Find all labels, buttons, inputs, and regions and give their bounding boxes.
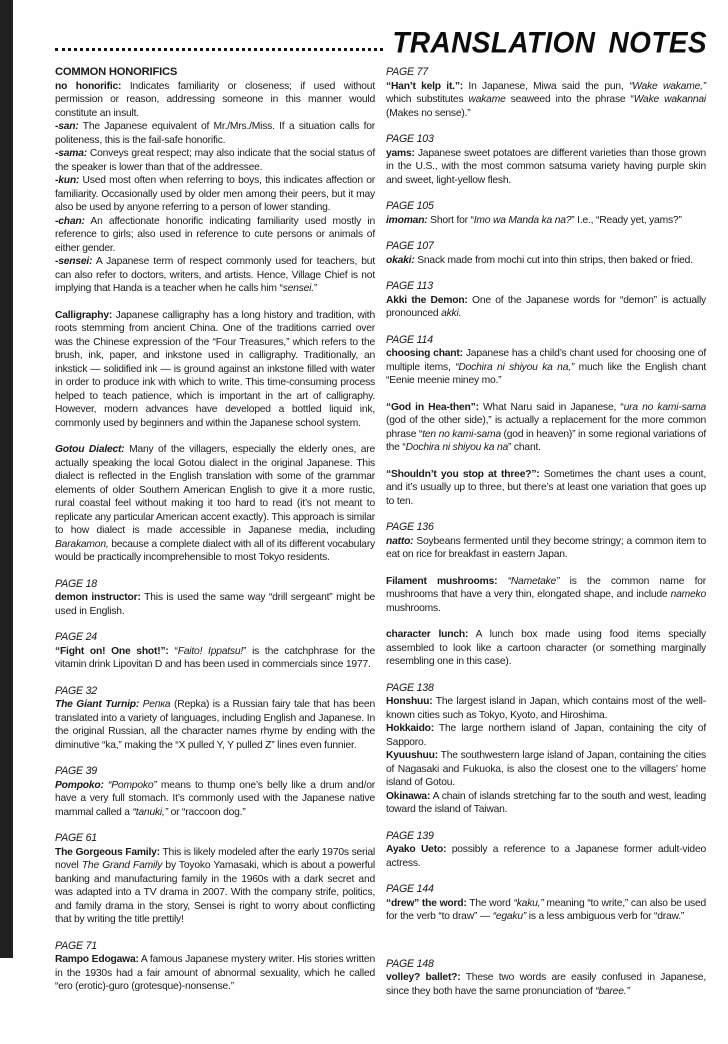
page-label: PAGE 77 xyxy=(386,66,428,78)
note xyxy=(386,80,706,121)
note-body-text: One of the Japanese words for “demon” is actually pronounced xyxy=(386,294,706,319)
note-body-text: A lunch box made using food items specially assembled to look like a cartoon character (or something marginally resembling one in this case). xyxy=(386,629,706,667)
italic-term-text: “Wake wakame,” xyxy=(629,80,706,92)
note xyxy=(386,722,706,749)
note xyxy=(386,214,706,228)
note-term: volley? ballet?: xyxy=(386,972,461,983)
note-body-text: (Makes no sense).” xyxy=(386,107,471,119)
note-body-text: meaning “to write,” can also be used for the verb “to draw” — xyxy=(386,897,706,922)
note xyxy=(55,779,375,820)
note-term: Honshuu: xyxy=(386,696,433,707)
note-body-text: which substitutes xyxy=(386,94,469,105)
note-term: “Han’t kelp it.”: xyxy=(386,80,464,92)
note xyxy=(55,953,375,994)
masthead xyxy=(55,28,707,60)
note-term: Kyuushuu: xyxy=(386,750,438,761)
note-body-text: (Repka) is a Russian fairy tale that has been translated into a variety of languages, including English and Japanese. In the original Russian, all the character names rhyme by ending with the diminutive “ka,” making the “X pulled Y, Y pulled Z” lines even funnier. xyxy=(55,699,375,751)
note-term: -san: xyxy=(55,121,79,132)
note-body-text: seaweed into the phrase “ xyxy=(505,94,634,105)
note-body-text: or “raccoon dog.” xyxy=(167,806,246,818)
note-body-text: mushrooms. xyxy=(386,602,441,614)
note-body-text: because a complete dialect with all of its different vocabulary would be practically incomprehensible to most Tokyo residents. xyxy=(55,538,375,563)
note xyxy=(55,147,375,174)
note-body-text: Japanese has a child’s chant used for choosing one of multiple items, xyxy=(386,348,706,373)
note-body-text: The Japanese equivalent of Mr./Mrs./Miss. If a situation calls for politeness, this is the fail-safe honorific. xyxy=(55,121,375,146)
note xyxy=(55,255,375,296)
page-label: PAGE 105 xyxy=(386,200,434,212)
italic-term-text: ura no kami-sama xyxy=(623,401,706,413)
note-term: Rampo Edogawa: xyxy=(55,954,139,965)
note xyxy=(386,147,706,188)
note-term: no honorific: xyxy=(55,80,122,92)
note-body-text: Japanese calligraphy has a long history and tradition, with roots stemming from ancient China. One of the traditions carried over was the Chinese expression of the “Four Treasures,” which refers to the brush, ink, paper, and inkstone used in calligraphy. Traditionally, an inkstick — solidified ink — is ground against an inkstone filled with water in order to produce ink with which to write. This time-consuming process helped to teach patience, which is important in the art of calligraphy. However, modern advances have developed a bottled liquid ink, commonly used by beginners and within the Japanese school system. xyxy=(55,309,375,429)
note-term: Ayako Ueto: xyxy=(386,844,447,855)
note xyxy=(55,80,375,121)
italic-term-text: “tanuki,” xyxy=(132,806,168,818)
page-label: PAGE 24 xyxy=(55,631,97,643)
note-body-text: is a less ambiguous verb for “draw.” xyxy=(526,911,685,922)
note xyxy=(386,535,706,562)
note-body-text: ” chant. xyxy=(508,442,541,453)
note xyxy=(55,443,375,565)
note-term: -sensei: xyxy=(55,256,93,267)
italic-term-text: Репка xyxy=(142,699,171,710)
note-body-text: much like the English chant “Eenie meenie miney mo.” xyxy=(386,361,707,386)
note-body-text: possibly a reference to a Japanese former adult-video actress. xyxy=(386,844,706,869)
note xyxy=(386,401,706,455)
note xyxy=(386,575,706,616)
note xyxy=(55,698,375,752)
note-term: Akki the Demon: xyxy=(386,294,468,306)
note-body-text: means to thump one’s belly like a drum and/or have a very full stomach. It’s commonly used with the Japanese native mammal called a xyxy=(55,779,375,818)
note-body-text: (god in heaven)” in some regional variations of the “ xyxy=(386,428,706,453)
page-title: TRANSLATION NOTES xyxy=(392,26,707,59)
note xyxy=(55,120,375,147)
note xyxy=(386,695,706,722)
note-term: “God in Hea-then”: xyxy=(386,401,479,413)
note-body-text: The largest island in Japan, which contains most of the well-known cities such as Tokyo, Kyoto, and Hiroshima. xyxy=(386,696,706,721)
note-body-text: Sometimes the chant uses a count, and it’s usually up to three, but there’s at least one variation that goes up to ten. xyxy=(386,468,706,507)
note-term: natto: xyxy=(386,535,414,547)
note-term: -kun: xyxy=(55,175,80,186)
page-label: PAGE 139 xyxy=(386,829,434,842)
page-label: PAGE 138 xyxy=(386,681,434,694)
page-label: PAGE 144 xyxy=(386,883,434,895)
italic-term-text: “Dochira ni shiyou ka na,” xyxy=(455,361,575,373)
page-label: PAGE 113 xyxy=(386,280,433,292)
page-label: PAGE 107 xyxy=(386,240,434,252)
note-term: imoman: xyxy=(386,214,428,226)
note-body-text: Soybeans fermented until they become stringy; a common item to eat on rice for breakfast in eastern Japan. xyxy=(386,535,706,560)
scan-gutter-shadow xyxy=(0,0,13,958)
note-body-text: Japanese sweet potatoes are different varieties than those grown in the U.S., with the most common satsuma variety having purple skin and sweet, light-yellow flesh. xyxy=(386,147,706,186)
note-term: The Giant Turnip: xyxy=(55,699,140,710)
note xyxy=(55,309,375,431)
notes-page xyxy=(55,28,707,998)
note-term: The Gorgeous Family: xyxy=(55,846,160,858)
note xyxy=(386,790,706,817)
right-column xyxy=(386,66,706,998)
note-term: character lunch: xyxy=(386,629,469,640)
note-body-text: The southwestern large island of Japan, containing the cities of Nagasaki and Fukuoka, is also the closest one to the villagers’ home island of Gotou. xyxy=(386,750,706,788)
note-body-text: An affectionate honorific indicating familiarity used mostly in reference to girls; also used in reference to cute persons or animals of either gender. xyxy=(55,215,375,254)
note xyxy=(386,347,706,388)
italic-term-text: Barakamon, xyxy=(55,538,109,550)
italic-term-text: akki. xyxy=(441,308,462,319)
italic-term-text: The Grand Family xyxy=(81,860,163,871)
note-body-text: Used most often when referring to boys, this indicates affection or familiarity. Occasionally used by older men among their peers, but it may also be used by anyone referring to a person of lower standing. xyxy=(55,175,375,213)
note xyxy=(386,749,706,790)
note xyxy=(386,971,706,998)
note-body-text: Snack made from mochi cut into thin strips, then baked or fried. xyxy=(414,254,693,266)
note xyxy=(386,468,706,509)
note xyxy=(386,628,706,669)
section-heading: COMMON HONORIFICS xyxy=(55,66,178,78)
note-term: demon instructor: xyxy=(55,592,141,603)
italic-term-text: Dochira ni shiyou ka na xyxy=(405,442,509,453)
note-term: Hokkaido: xyxy=(386,723,434,734)
note xyxy=(55,645,375,672)
note-body-text: This is likely modeled after the early 1970s serial novel xyxy=(55,846,375,871)
italic-term-text: “baree.” xyxy=(595,985,630,997)
note-body-text: ” is the catchphrase for the vitamin drink Lipovitan D and has been used in commercials since 1977. xyxy=(55,645,376,670)
italic-term-text: ten no kami-sama xyxy=(422,428,501,440)
note xyxy=(55,591,375,618)
italic-term-text: Faito! Ippatsu! xyxy=(177,645,244,657)
note-term: yams: xyxy=(386,147,415,159)
italic-term-text: wakame xyxy=(468,94,506,105)
note xyxy=(386,294,706,321)
note-term: choosing chant: xyxy=(386,348,463,359)
note-body-text: (god of the other side),” is actually a replacement for the more common phrase “ xyxy=(386,415,706,440)
italic-term-text: nameko xyxy=(670,589,706,600)
page-label: PAGE 148 xyxy=(386,957,434,970)
note xyxy=(55,215,375,256)
note-term: Calligraphy: xyxy=(55,309,113,321)
two-column-layout xyxy=(55,66,707,998)
note xyxy=(55,846,375,927)
note-body-text: Many of the villagers, especially the elderly ones, are actually speaking the local Gotou dialect in the original Japanese. This dialect is reflected in the English translation with some of the grammar elements of older Southern American English to give it a more rustic, rural coastal feel without making it too hard to read (it’s not meant to replicate any particular American accent exactly). This approach is similar to how dialect is made accessible in Japanese media, including xyxy=(55,444,375,536)
page-label: PAGE 136 xyxy=(386,521,434,533)
note-body-text: A famous Japanese mystery writer. His stories written in the 1930s had a fair amount of abnormal sexuality, which he called “ero (erotic)-guro (grotesque)-nonsense.” xyxy=(55,954,375,992)
note-body-text: “ xyxy=(168,645,178,657)
page-label: PAGE 71 xyxy=(55,939,97,952)
note xyxy=(386,897,706,924)
note-term: “drew” the word: xyxy=(386,897,467,909)
page-label: PAGE 39 xyxy=(55,765,97,777)
italic-term-text: “Nametake” xyxy=(507,575,560,587)
note-term: Okinawa: xyxy=(386,790,431,802)
page-label: PAGE 114 xyxy=(386,333,433,346)
page-label: PAGE 18 xyxy=(55,577,97,590)
note-body-text: by Toyoko Yamasaki, which is about a powerful banking and manufacturing family in the 1960s with a dark secret and was adapted into a TV drama in 2007. With the company strife, politics, and family drama in the story, Sensei is right to worry about conflicting that by writing the title prettily! xyxy=(55,860,376,925)
note xyxy=(55,174,375,215)
note xyxy=(386,254,706,268)
italic-term-text: “kaku,” xyxy=(513,897,544,909)
note-body-text: Indicates familiarity or closeness; if used without permission or reason, addressing someone in this manner would constitute an insult. xyxy=(55,80,375,119)
note-body-text: What Naru said in Japanese, “ xyxy=(478,401,624,413)
note-body-text: Conveys great respect; may also indicate that the social status of the speaker is lower than that of the addressee. xyxy=(55,148,375,173)
note-term: okaki: xyxy=(386,254,415,266)
page-label: PAGE 103 xyxy=(386,133,434,145)
note-term: Pompoko: xyxy=(55,779,104,791)
italic-term-text: sensei. xyxy=(282,283,314,294)
note-body-text: ” I.e., “Ready yet, yams?” xyxy=(571,214,682,226)
page-label: PAGE 61 xyxy=(55,832,97,844)
note xyxy=(386,843,706,870)
italic-term-text: “egaku” xyxy=(492,911,527,922)
note-body-text: is the common name for mushrooms that have a very thin, elongated shape, and include xyxy=(386,575,706,600)
note-body-text: In Japanese, Miwa said the pun, xyxy=(463,80,629,92)
italic-term-text: Wake wakannai xyxy=(633,94,707,105)
note-term: Filament mushrooms: xyxy=(386,575,498,587)
note-body-text: The large northern island of Japan, containing the city of Sapporo. xyxy=(386,723,706,748)
note-body-text: This is used the same way “drill sergeant” might be used in English. xyxy=(55,592,375,617)
note-term: -sama: xyxy=(55,148,87,159)
note-term: -chan: xyxy=(55,215,85,227)
note-body-text: The word xyxy=(466,897,514,909)
note-body-text: These two words are easily confused in Japanese, since they both have the same pronunciation of xyxy=(386,972,706,997)
italic-term-text: “Pompoko” xyxy=(108,779,157,791)
note-body-text: Short for “ xyxy=(427,214,474,226)
note-body-text: A chain of islands stretching far to the south and west, leading toward the island of Taiwan. xyxy=(386,790,706,815)
note-term: Gotou Dialect: xyxy=(55,444,125,455)
note-body-text: A Japanese term of respect commonly used for teachers, but can also refer to doctors, writers, and artists. Hence, Village Chief is not implying that Handa is a teacher when he calls him “ xyxy=(55,256,375,294)
dotted-leader-line xyxy=(55,48,383,51)
page-label: PAGE 32 xyxy=(55,684,97,697)
note-term: “Fight on! One shot!”: xyxy=(55,645,169,657)
italic-term-text: Imo wa Manda ka na? xyxy=(473,214,572,226)
note-body-text xyxy=(497,576,507,587)
note-term: “Shouldn’t you stop at three?”: xyxy=(386,468,540,480)
note-body-text: ” xyxy=(313,283,318,294)
left-column xyxy=(55,66,375,998)
